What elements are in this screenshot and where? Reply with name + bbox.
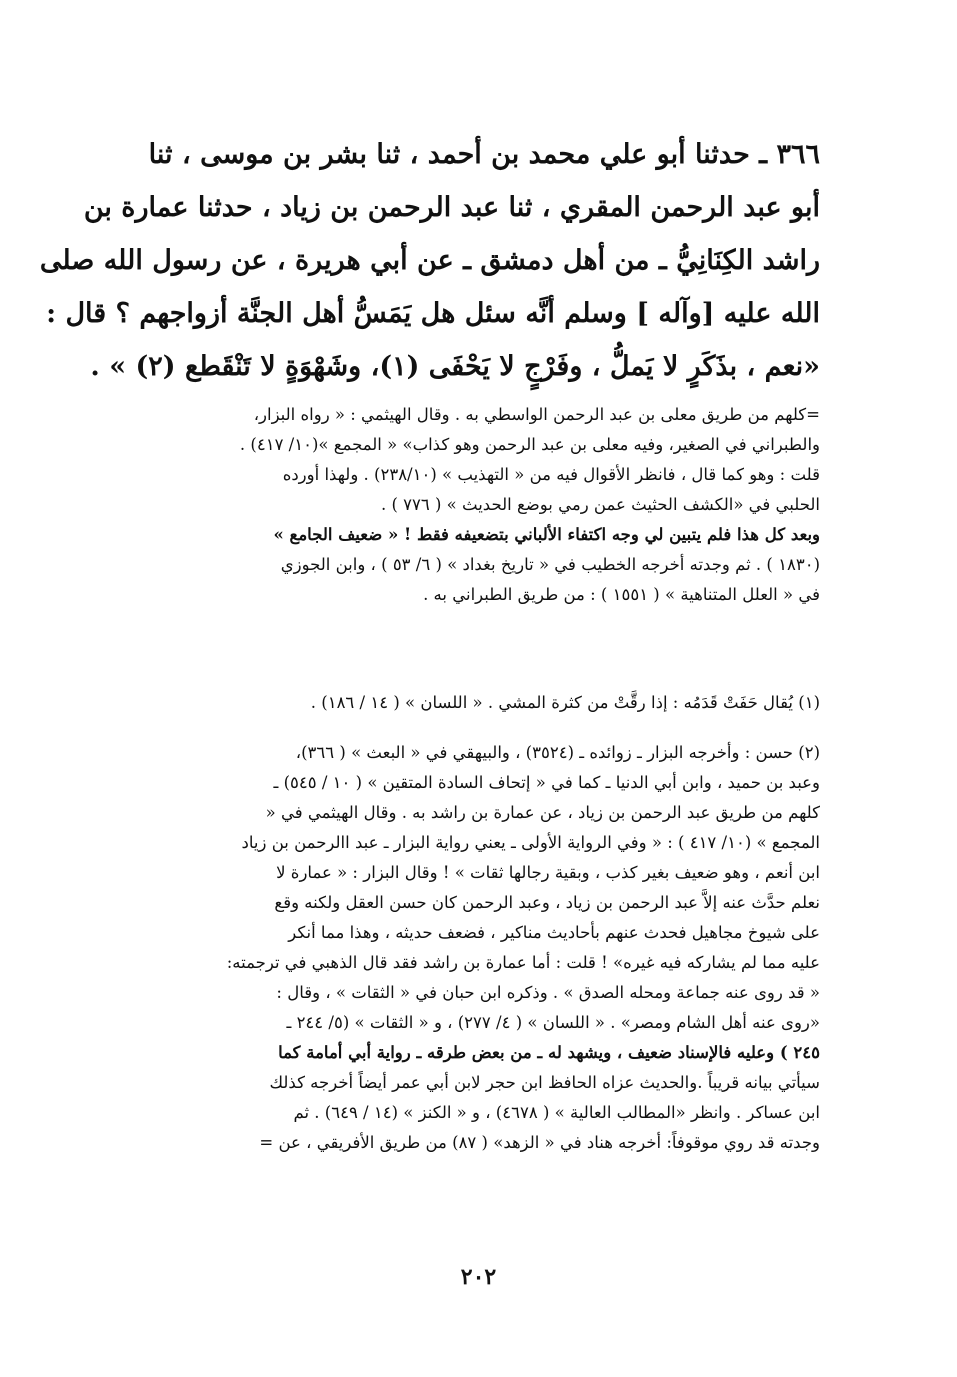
footnote-line: =كلهم من طريق معلى بن عبد الرحمن الواسطي به . وقال الهيثمي : « رواه البزار، [253, 405, 820, 424]
footnote-line: «روى عنه أهل الشام ومصر» . « اللسان » ( ٤/ ٢٧٧) ، و « الثقات » (٥/ ٢٤٤ ـ [286, 1013, 820, 1032]
hadith-line: «نعم ، بذَكَرٍ لا يَملُّ ، وفَرْجٍ لا يَحْفَى (١)، وشَهْوَةٍ لا تَنْقَطع (٢) » . [90, 351, 820, 382]
footnote-line: وجدته قد روي موقوفاً: أخرجه هناد في « الزهد» ( ٨٧) من طريق الأفريقي ، عن = [259, 1133, 820, 1152]
footnote-line: عليه مما لم يشاركه فيه غيره» ! قلت : أما عمارة بن راشد فقد قال الذهبي في ترجمته: [226, 953, 820, 972]
footnote-line: الحلبي في «الكشف الحثيث عمن رمي بوضع الحديث » ( ٧٧٦ ) . [380, 495, 820, 514]
footnote-continued [110, 400, 820, 610]
hadith-line: راشد الكِنَانِيُّ ـ من أهل دمشق ـ عن أبي هريرة ، عن رسول الله صلى [39, 245, 820, 276]
hadith-line: الله عليه [وآله ] وسلم أنَّه سئل هل يَمَسُّ أهل الجنَّة أزواجهم ؟ قال : [46, 298, 820, 329]
footnote-line: ابن أنعم ، وهو ضعيف بغير كذب ، وبقية رجالها ثقات » ! وقال البزار : « عمارة لا [276, 863, 820, 882]
footnote-line: ابن عساكر . وانظر «المطالب العالية » ( ٤٦٧٨) ، و « الكنز » (١٤ / ٦٤٩) . ثم [293, 1103, 820, 1122]
footnote-line: سيأتي بيانه قريباً .والحديث عزاه الحافظ ابن حجر لابن أبي عمر أيضاً أخرجه كذلك [269, 1073, 820, 1092]
footnote-line: وبعد كل هذا فلم يتبين لي وجه اكتفاء الألباني بتضعيفه فقط ! « ضعيف الجامع » [273, 525, 820, 544]
footnote-line: والطبراني في الصغير، وفيه معلى بن عبد الرحمن وهو كذاب» « المجمع »(١٠/ ٤١٧) . [239, 435, 820, 454]
footnote-line: في « العلل المتناهية » ( ١٥٥١ ) : من طريق الطبراني به . [423, 585, 820, 604]
footnote-2 [110, 738, 820, 1158]
footnote-line: (١٨٣٠ ) . ثم وجدته أخرجه الخطيب في « تاريخ بغداد » ( ٦/ ٥٣ ) ، وابن الجوزي [280, 555, 820, 574]
footnote-line: نعلم حدَّث عنه إلاَّ عبد الرحمن بن زياد ، وعبد الرحمن كان حسن العقل ولكنه وقع [274, 893, 820, 912]
footnote-line: وعبد بن حميد ، وابن أبي الدنيا ـ كما في « إتحاف السادة المتقين » ( ١٠ / ٥٤٥) ـ [273, 773, 820, 792]
page-number: ٢٠٢ [460, 1264, 497, 1290]
footnote-1 [110, 688, 820, 718]
footnote-line: كلهم من طريق عبد الرحمن بن زياد ، عن عمارة بن راشد به . وقال الهيثمي في « [265, 803, 820, 822]
footnote-line: قلت : وهو كما قال ، فانظر الأقوال فيه من « التهذيب » (٢٣٨/١٠) . ولهذا أورده [282, 465, 820, 484]
hadith-line: ٣٦٦ ـ حدثنا أبو علي محمد بن أحمد ، ثنا بشر بن موسى ، ثنا [148, 139, 820, 170]
footnote-line: « قد روى عنه جماعة ومحله الصدق » . وذكره ابن حبان في « الثقات » ، وقال : [276, 983, 820, 1002]
footnote-line: المجمع » (١٠/ ٤١٧ ) : « وفي الرواية الأولى ـ يعني رواية البزار ـ عبد االرحمن بن زياد [241, 833, 820, 852]
hadith-line: أبو عبد الرحمن المقري ، ثنا عبد الرحمن بن زياد ، حدثنا عمارة بن [83, 192, 820, 223]
hadith-text [39, 128, 820, 393]
footnote-line: ٢٤٥ ) وعليه فالإسناد ضعيف ، ويشهد له ـ من بعض طرقه ـ رواية أبي أمامة كما [278, 1043, 820, 1062]
footnote-line: (١) يُقال حَفَتْ قَدَمُه : إذا رقَّتْ من كثرة المشي . « اللسان » ( ١٤ / ١٨٦) . [310, 693, 820, 712]
footnote-line: على شيوخ مجاهيل فحدث عنهم بأحاديث مناكير ، فضعف حديثه ، وهذا مما أنكر [288, 923, 820, 942]
footnote-line: (٢) حسن : وأخرجه البزار ـ زوائده ـ (٣٥٢٤) ، والبيهقي في « البعث » ( ٣٦٦)، [295, 743, 820, 762]
